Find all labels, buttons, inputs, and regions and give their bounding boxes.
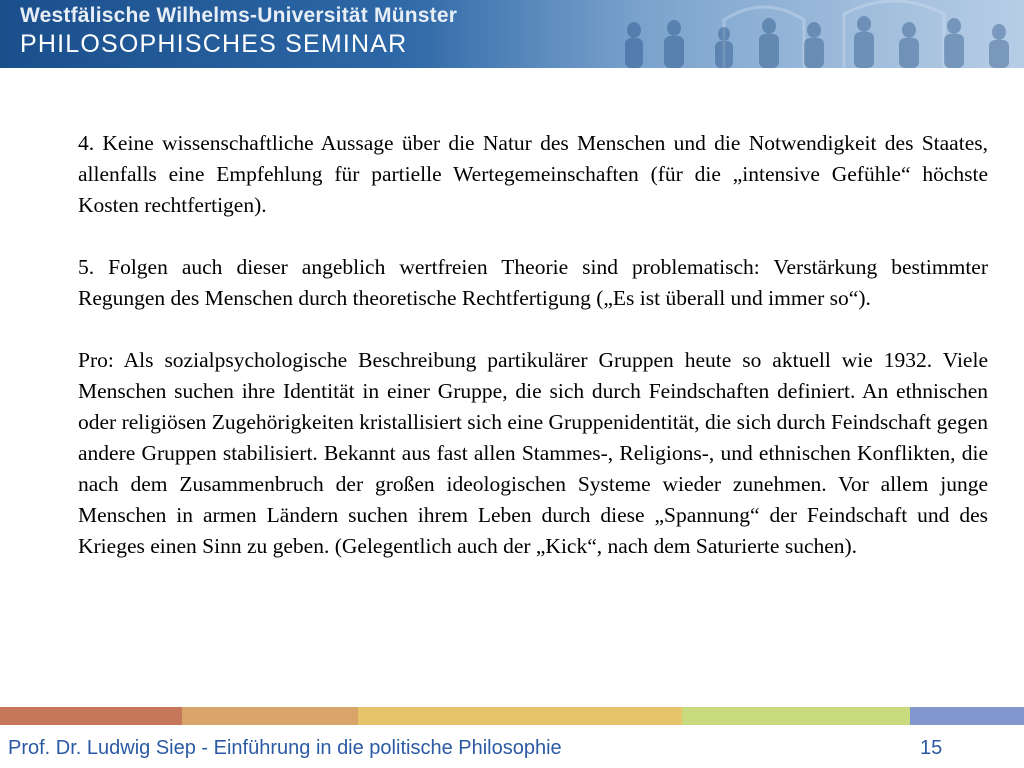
footer-lecture-title: Prof. Dr. Ludwig Siep - Einführung in die politische Philosophie <box>8 737 562 759</box>
color-bar-segment <box>358 707 682 725</box>
color-bar-segment <box>682 707 910 725</box>
page-number: 15 <box>920 737 943 759</box>
color-bar-segment <box>910 707 1024 725</box>
university-name: Westfälische Wilhelms-Universität Münster <box>20 4 458 27</box>
color-bar-segment <box>182 707 358 725</box>
fresco-figures-illustration <box>424 0 1024 68</box>
footer-color-bar <box>0 707 1024 725</box>
slide-body <box>78 128 988 593</box>
header-banner <box>0 0 1024 68</box>
seminar-name: PHILOSOPHISCHES SEMINAR <box>20 30 408 58</box>
paragraph-point-4: 4. Keine wissenschaftliche Aussage über die Natur des Menschen und die Notwendigkeit des Staates, allenfalls eine Empfehlung für partielle Wertegemeinschaften (für die „intensive Gefühle“ höchste Kosten rechtfertigen). <box>78 131 988 217</box>
color-bar-segment <box>0 707 182 725</box>
paragraph-point-5: 5. Folgen auch dieser angeblich wertfreien Theorie sind problematisch: Verstärkung bestimmter Regungen des Menschen durch theoretische Rechtfertigung („Es ist überall und immer so“). <box>78 255 988 310</box>
paragraph-pro: Pro: Als sozialpsychologische Beschreibung partikulärer Gruppen heute so aktuell wie 1932. Viele Menschen suchen ihre Identität in einer Gruppe, die sich durch Feindschaften definiert. An ethnischen oder religiösen Zugehörigkeiten kristallisiert sich eine Gruppenidentität, die sich durch Feindschaft gegen andere Gruppen stabilisiert. Bekannt aus fast allen Stammes-, Religions-, und ethnischen Konflikten, die nach dem Zusammenbruch der großen ideologischen Systeme wieder zunehmen. Vor allem junge Menschen in armen Ländern suchen ihrem Leben durch diese „Spannung“ der Feindschaft und des Krieges einen Sinn zu geben. (Gelegentlich auch der „Kick“, nach dem Saturierte suchen). <box>78 348 988 558</box>
